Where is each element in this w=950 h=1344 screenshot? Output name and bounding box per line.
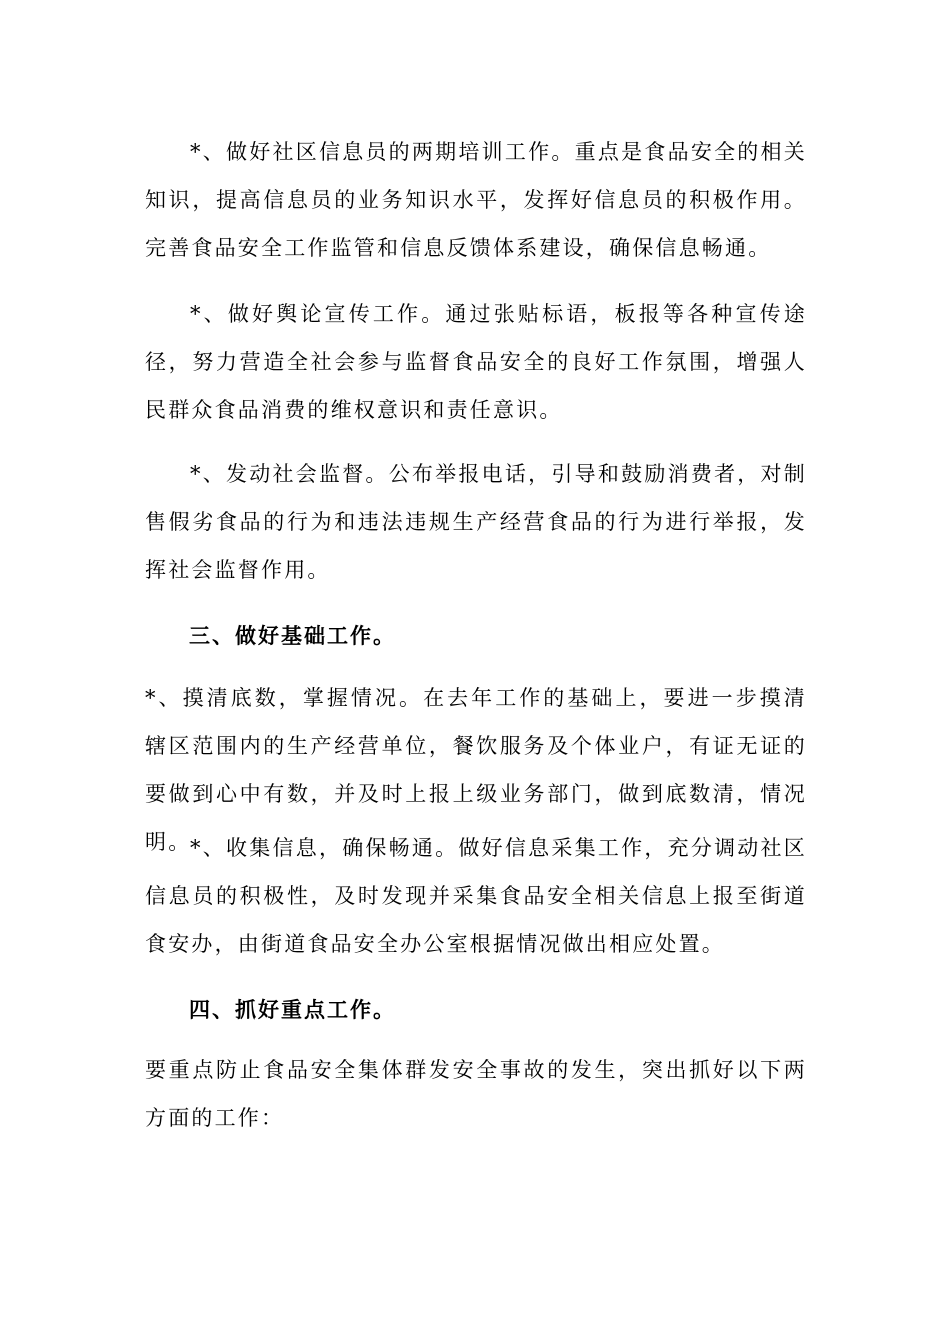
paragraph-info-collection: *、收集信息，确保畅通。做好信息采集工作，充分调动社区信息员的积极性，及时发现并采集食品安全相关信息上报至街道食安办，由街道食品安全办公室根据情况做出相应处置。 xyxy=(145,836,807,956)
paragraph-publicity-work: *、做好舆论宣传工作。通过张贴标语，板报等各种宣传途径，努力营造全社会参与监督食品安全的良好工作氛围，增强人民群众食品消费的维权意识和责任意识。 xyxy=(145,302,807,422)
paragraph-baseline-survey: *、摸清底数，掌握情况。在去年工作的基础上，要进一步摸清辖区范围内的生产经营单位，餐饮服务及个体业户，有证无证的要做到心中有数，并及时上报上级业务部门，做到底数清，情况明。 xyxy=(145,686,807,854)
heading-key-work: 四、抓好重点工作。 xyxy=(189,997,396,1022)
paragraph-community-info-training: *、做好社区信息员的两期培训工作。重点是食品安全的相关知识，提高信息员的业务知识水平，发挥好信息员的积极作用。完善食品安全工作监管和信息反馈体系建设，确保信息畅通。 xyxy=(145,140,807,260)
paragraph-social-supervision: *、发动社会监督。公布举报电话，引导和鼓励消费者，对制售假劣食品的行为和违法违规生产经营食品的行为进行举报，发挥社会监督作用。 xyxy=(145,462,807,582)
heading-basic-work: 三、做好基础工作。 xyxy=(189,623,396,648)
paragraph-prevent-incidents: 要重点防止食品安全集体群发安全事故的发生，突出抓好以下两方面的工作： xyxy=(145,1058,807,1130)
